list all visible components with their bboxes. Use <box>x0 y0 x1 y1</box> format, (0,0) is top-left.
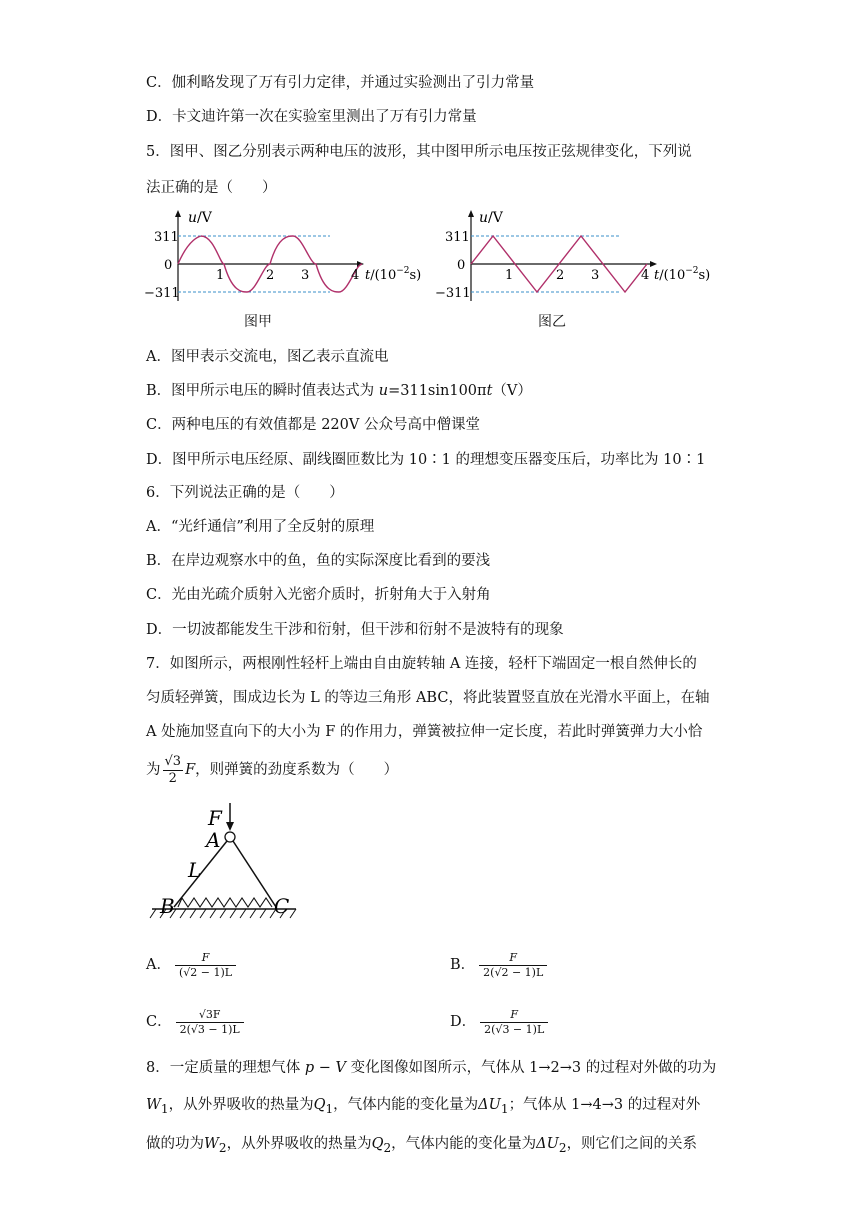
q5-yi-zero: 0 <box>457 258 466 273</box>
svg-text:u/V <box>188 210 213 226</box>
q5-option-c: C．两种电压的有效值都是 220V 公众号高中僧课堂 <box>146 417 480 433</box>
q5-jia-xlabel-end: s) <box>409 268 422 283</box>
q5-jia-zero: 0 <box>164 258 173 273</box>
q7-spring <box>178 898 272 907</box>
q5-yi-tick-1: 1 <box>505 268 514 283</box>
svg-text:t/(10−2s) <box>654 266 710 283</box>
q7-ratio-numerator: √3 <box>164 753 182 769</box>
q5-option-b: B．图甲所示电压的瞬时值表达式为 u=311sin100πt（V） <box>146 383 532 399</box>
q7-option-c: C． $\frac{√3F}{2(√3 - 1)L}$ <box>146 1005 244 1039</box>
q7-label-b: B <box>160 894 175 918</box>
q5-figure-yi <box>435 206 723 306</box>
q5-stem-line2: 法正确的是（ ） <box>146 180 277 196</box>
q5-jia-ymin: −311 <box>144 286 180 301</box>
q6-option-c: C．光由光疏介质射入光密介质时，折射角大于入射角 <box>146 587 491 603</box>
q5-yi-ymax: 311 <box>445 230 470 245</box>
q5-yi-ylabel-unit: /V <box>488 210 503 226</box>
q5-figure-jia-caption: 图甲 <box>244 314 272 330</box>
q5-figure-jia <box>144 206 430 306</box>
q7-ratio-denominator: 2 <box>168 770 177 786</box>
q7-stem-line1: 7．如图所示，两根刚性轻杆上端由自由旋转轴 A 连接，轻杆下端固定一根自然伸长的 <box>146 656 697 672</box>
q7-option-d: D． $\frac{F}{2(√3 - 1)L}$ <box>450 1005 548 1039</box>
q5-yi-xlabel-end: s) <box>698 268 711 283</box>
svg-text:t/(10−2s) <box>365 266 421 283</box>
q5-jia-xlabel-unit: /(10 <box>370 268 397 283</box>
q5-yi-xlabel-t: t <box>654 268 660 283</box>
q5-jia-ylabel-unit: /V <box>197 210 212 226</box>
q7-stem-line2: 匀质轻弹簧，围成边长为 L 的等边三角形 ABC，将此装置竖直放在光滑水平面上，在轴 <box>146 690 710 706</box>
q5-jia-xlabel-t: t <box>365 268 371 283</box>
q8-stem-line1: 8．一定质量的理想气体 p − V 变化图像如图所示，气体从 1→2→3 的过程对外做的功为 <box>146 1060 717 1076</box>
q5-option-a: A．图甲表示交流电，图乙表示直流电 <box>146 349 389 365</box>
q7-stem-line4: 为 $\frac{√3}{2}$ F，则弹簧的劲度系数为（ ） <box>146 753 399 786</box>
q6-option-a: A．“光纤通信”利用了全反射的原理 <box>146 519 375 535</box>
q7-label-l: L <box>188 858 202 882</box>
q7-option-a: A． $\frac{F}{(√2 - 1)L}$ <box>146 948 236 982</box>
q5-yi-xlabel-exp: −2 <box>685 266 699 276</box>
svg-text:u/V <box>479 210 504 226</box>
q6-option-d: D．一切波都能发生干涉和衍射，但干涉和衍射不是波特有的现象 <box>146 622 564 638</box>
q5-stem-line1: 5．图甲、图乙分别表示两种电压的波形，其中图甲所示电压按正弦规律变化，下列说 <box>146 144 692 160</box>
q5-jia-ymax: 311 <box>154 230 179 245</box>
q5-yi-xlabel-unit: /(10 <box>659 268 686 283</box>
q7-option-b: B． $\frac{F}{2(√2 - 1)L}$ <box>450 948 547 982</box>
q5-yi-tick-2: 2 <box>556 268 565 283</box>
q7-triangle-figure <box>146 795 306 930</box>
q4-option-c: C．伽利略发现了万有引力定律，并通过实验测出了引力常量 <box>146 75 535 91</box>
q5-figure-yi-caption: 图乙 <box>538 314 566 330</box>
q7-label-a: A <box>206 828 221 852</box>
q6-option-b: B．在岸边观察水中的鱼，鱼的实际深度比看到的要浅 <box>146 553 491 569</box>
q5-jia-tick-1: 1 <box>216 268 225 283</box>
q5-jia-tick-3: 3 <box>301 268 310 283</box>
q4-option-d: D．卡文迪许第一次在实验室里测出了万有引力常量 <box>146 109 477 125</box>
q5-jia-ylabel-u: u <box>188 210 198 226</box>
q5-jia-tick-4: 4 <box>351 268 360 283</box>
q8-stem-line3: 做的功为$W_2$，从外界吸收的热量为$Q_2$，气体内能的变化量为$\Delta U_2$，则它们之间的关系 <box>146 1136 698 1155</box>
q8-stem-line2: $W_1$，从外界吸收的热量为$Q_1$，气体内能的变化量为$\Delta U_1$；气体从 1→4→3 的过程对外 <box>146 1097 701 1116</box>
q5-jia-tick-2: 2 <box>266 268 275 283</box>
q6-stem: 6．下列说法正确的是（ ） <box>146 485 344 501</box>
q7-stem-line3: A 处施加竖直向下的大小为 F 的作用力，弹簧被拉伸一定长度，若此时弹簧弹力大小恰 <box>146 724 703 740</box>
q5-yi-ymin: −311 <box>435 286 471 301</box>
q7-label-f: F <box>208 806 222 830</box>
q5-jia-xlabel-exp: −2 <box>396 266 410 276</box>
q5-yi-ylabel-u: u <box>479 210 489 226</box>
q7-label-c: C <box>274 894 290 918</box>
q5-yi-tick-3: 3 <box>591 268 600 283</box>
q5-yi-tick-4: 4 <box>641 268 650 283</box>
q5-option-d: D．图甲所示电压经原、副线圈匝数比为 10∶1 的理想变压器变压后，功率比为 10∶1 <box>146 452 706 468</box>
